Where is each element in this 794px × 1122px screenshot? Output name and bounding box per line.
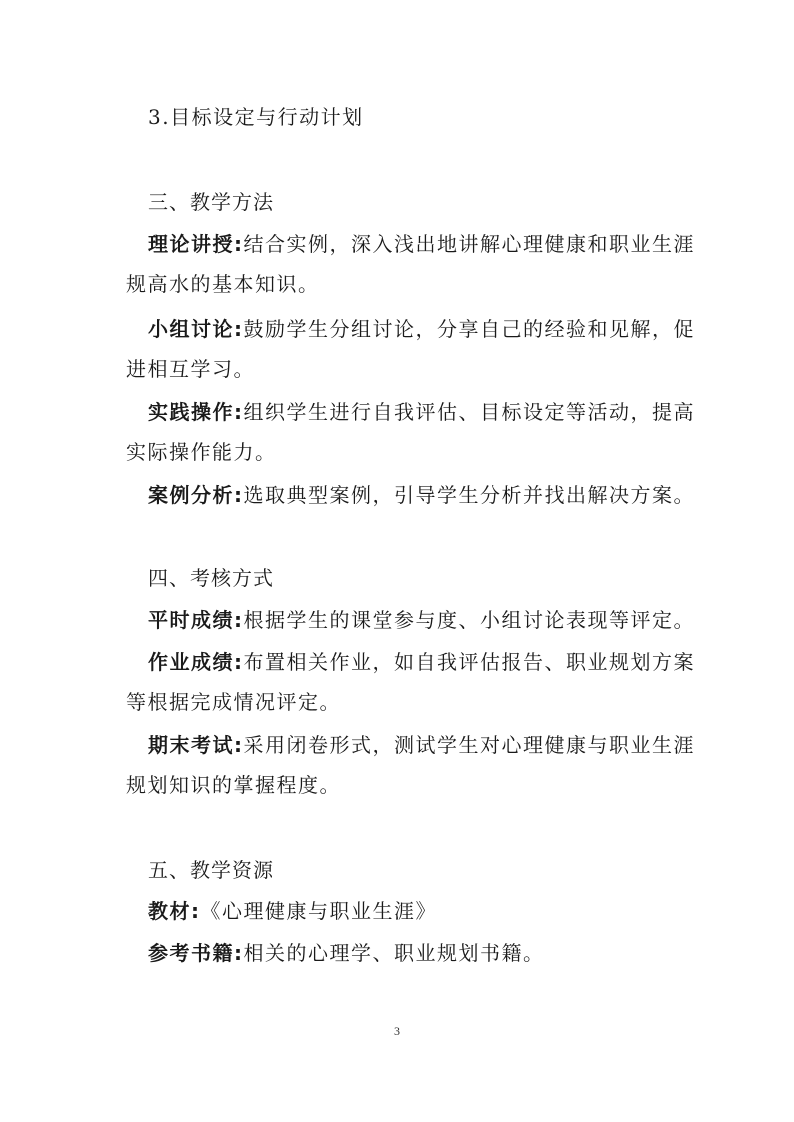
lead-term: 参考书籍	[148, 941, 234, 965]
lead-term: 平时成绩	[148, 608, 234, 632]
lead-term: 期末考试	[148, 733, 234, 757]
paragraph-case-analysis: 案例分析:选取典型案例，引导学生分析并找出解决方案。	[148, 483, 695, 507]
section-heading-teaching-resources: 五、教学资源	[148, 858, 274, 882]
lead-term: 案例分析	[148, 483, 234, 507]
lead-term: 作业成绩	[148, 650, 234, 674]
paragraph-theory-lecture-line2: 规高水的基本知识。	[126, 272, 320, 296]
lead-term: 小组讨论	[148, 317, 234, 341]
lead-term: 教材	[148, 899, 191, 923]
paragraph-final-exam-line1: 期末考试:采用闭卷形式，测试学生对心理健康与职业生涯	[148, 733, 695, 757]
section-heading-assessment: 四、考核方式	[148, 566, 274, 590]
paragraph-regular-grades: 平时成绩:根据学生的课堂参与度、小组讨论表现等评定。	[148, 608, 695, 632]
paragraph-practice-line2: 实际操作能力。	[126, 440, 277, 464]
paragraph-group-discussion-line1: 小组讨论:鼓励学生分组讨论，分享自己的经验和见解，促	[148, 317, 695, 341]
paragraph-final-exam-line2: 规划知识的掌握程度。	[126, 773, 341, 797]
section-heading-teaching-methods: 三、教学方法	[148, 190, 274, 214]
list-item-goal-setting: 3.目标设定与行动计划	[148, 105, 364, 129]
paragraph-reference-books: 参考书籍:相关的心理学、职业规划书籍。	[148, 941, 545, 965]
page-number: 3	[394, 1024, 400, 1038]
lead-term: 理论讲授	[148, 232, 234, 256]
paragraph-homework-grades-line1: 作业成绩:布置相关作业，如自我评估报告、职业规划方案	[148, 650, 695, 674]
paragraph-textbook: 教材:《心理健康与职业生涯》	[148, 899, 437, 923]
paragraph-homework-grades-line2: 等根据完成情况评定。	[126, 690, 341, 714]
lead-term: 实践操作	[148, 400, 234, 424]
paragraph-theory-lecture-line1: 理论讲授:结合实例，深入浅出地讲解心理健康和职业生涯	[148, 232, 695, 256]
paragraph-practice-line1: 实践操作:组织学生进行自我评估、目标设定等活动，提高	[148, 400, 695, 424]
paragraph-group-discussion-line2: 进相互学习。	[126, 357, 255, 381]
